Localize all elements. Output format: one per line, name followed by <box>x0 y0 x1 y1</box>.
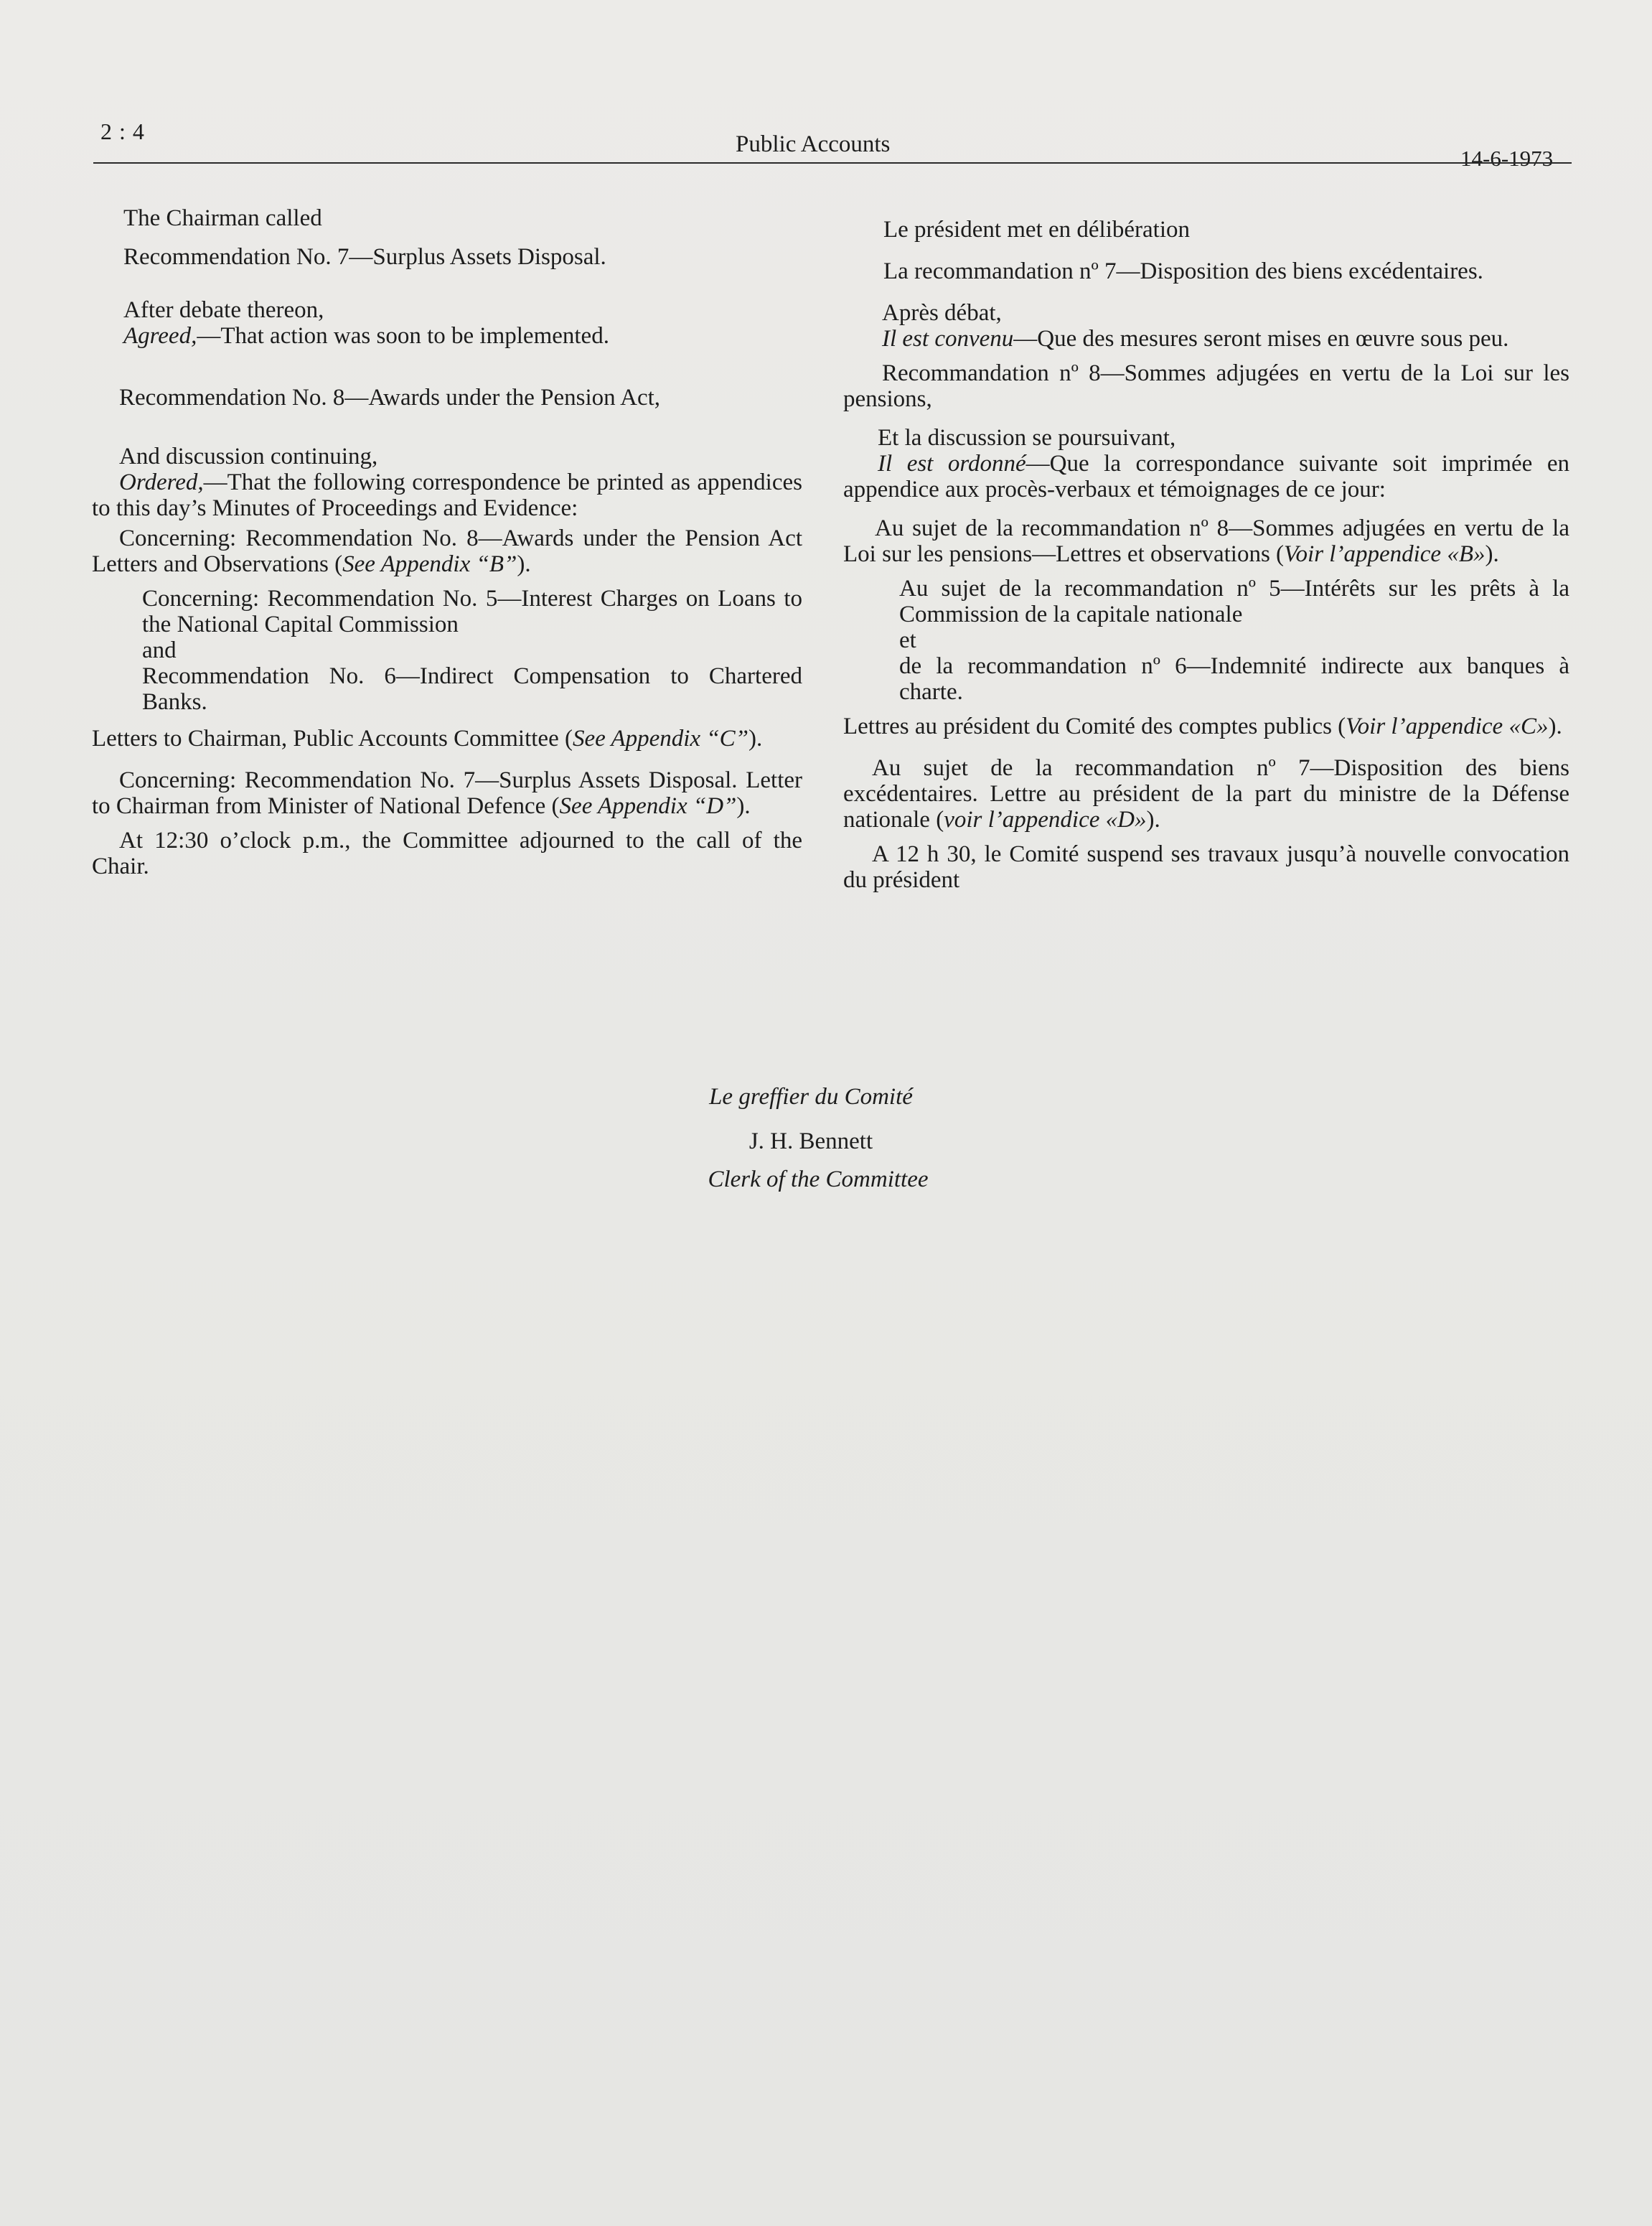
left-paragraph-3a: After debate thereon, <box>123 297 324 323</box>
signature-title-en <box>667 1166 969 1192</box>
left-paragraph-2: Recommendation No. 7—Surplus Assets Disposal. <box>123 244 606 270</box>
right-paragraph-7a: Au sujet de la recommandation nº 5—Intérêts sur les prêts à la Commission de la capitale nationale <box>899 576 1569 627</box>
right-paragraph-7b: et <box>899 627 916 653</box>
signature-title-fr <box>682 1084 940 1110</box>
left-p9-text: Concerning: Recommendation No. 7—Surplus Assets Disposal. Letter to Chairman from Minister of National Defence ( <box>92 767 802 819</box>
right-paragraph-7c: de la recommandation nº 6—Indemnité indirecte aux banques à charte. <box>899 653 1569 705</box>
left-ordered-text: —That the following correspondence be printed as appendices to this day’s Minutes of Proceedings and Evidence: <box>92 469 802 521</box>
right-paragraph-3b <box>843 326 1569 352</box>
right-p8-text: Lettres au président du Comité des comptes publics ( <box>843 714 1346 739</box>
right-p6-end: ). <box>1485 541 1499 567</box>
left-agreed-text: —That action was soon to be implemented. <box>197 323 609 349</box>
left-paragraph-9 <box>92 767 802 819</box>
left-p6-text: Concerning: Recommendation No. 8—Awards under the Pension Act Letters and Observations ( <box>92 525 802 577</box>
left-ordered-label: Ordered, <box>119 469 204 495</box>
page-number: 2 : 4 <box>100 118 145 144</box>
header-date: 14-6-1973 <box>1460 146 1554 171</box>
right-p8-appendix: Voir l’appendice «C» <box>1346 714 1549 739</box>
signature-name: J. H. Bennett <box>748 1128 873 1154</box>
right-convenu-text: —Que des mesures seront mises en œuvre sous peu. <box>1013 326 1509 352</box>
left-paragraph-5a: And discussion continuing, <box>119 444 378 469</box>
right-ordonne-label: Il est ordonné <box>878 451 1026 477</box>
right-paragraph-9 <box>843 755 1569 833</box>
left-paragraph-5b <box>92 469 802 521</box>
running-title: Public Accounts <box>736 131 891 157</box>
left-paragraph-8 <box>92 726 802 752</box>
left-p6-end: ). <box>517 551 531 577</box>
right-p9-appendix: voir l’appendice «D» <box>944 807 1147 833</box>
signature-title-fr-text: Le greffier du Comité <box>709 1084 913 1110</box>
right-paragraph-8 <box>843 714 1569 739</box>
right-p8-end: ). <box>1548 714 1562 739</box>
right-p9-text: Au sujet de la recommandation nº 7—Disposition des biens excédentaires. Lettre au président de la part du ministre de la Défense nationale ( <box>843 755 1569 833</box>
right-paragraph-5a: Et la discussion se poursuivant, <box>878 425 1176 451</box>
left-paragraph-7b: and <box>142 637 177 663</box>
left-agreed-label: Agreed, <box>123 323 197 349</box>
right-paragraph-3a: Après débat, <box>882 300 1002 326</box>
left-p8-appendix: See Appendix “C” <box>572 726 749 752</box>
left-p9-appendix: See Appendix “D” <box>559 793 737 819</box>
left-p8-end: ). <box>748 726 763 752</box>
right-paragraph-4: Recommandation nº 8—Sommes adjugées en vertu de la Loi sur les pensions, <box>843 360 1569 412</box>
header-rule <box>93 162 1572 164</box>
english-column <box>92 205 802 903</box>
left-p8-text: Letters to Chairman, Public Accounts Committee ( <box>92 726 573 752</box>
right-paragraph-6 <box>843 515 1569 567</box>
left-paragraph-4: Recommendation No. 8—Awards under the Pension Act, <box>119 385 661 411</box>
left-paragraph-7c: Recommendation No. 6—Indirect Compensation to Chartered Banks. <box>142 663 802 715</box>
right-p9-end: ). <box>1146 807 1160 833</box>
left-paragraph-6 <box>92 525 802 577</box>
right-paragraph-1: Le président met en délibération <box>883 217 1191 243</box>
right-ordonne-text: —Que la correspondance suivante soit imprimée en appendice aux procès-verbaux et témoignages de ce jour: <box>843 451 1569 502</box>
right-paragraph-5b <box>843 451 1569 502</box>
signature-title-en-text: Clerk of the Committee <box>708 1166 929 1192</box>
left-paragraph-1: The Chairman called <box>123 205 322 231</box>
left-paragraph-3b <box>123 323 802 349</box>
left-p9-end: ). <box>736 793 751 819</box>
right-convenu-label: Il est convenu <box>882 326 1014 352</box>
right-paragraph-10: A 12 h 30, le Comité suspend ses travaux jusqu’à nouvelle convocation du président <box>843 841 1569 893</box>
right-p6-appendix: Voir l’appendice «B» <box>1284 541 1486 567</box>
left-paragraph-10: At 12:30 o’clock p.m., the Committee adjourned to the call of the Chair. <box>92 828 802 879</box>
right-paragraph-2: La recommandation nº 7—Disposition des biens excédentaires. <box>883 258 1483 284</box>
left-paragraph-7a: Concerning: Recommendation No. 5—Interest Charges on Loans to the National Capital Commission <box>142 586 802 637</box>
french-column <box>843 217 1569 917</box>
right-p6-text: Au sujet de la recommandation nº 8—Sommes adjugées en vertu de la Loi sur les pensions—Lettres et observations ( <box>843 515 1569 567</box>
left-p6-appendix: See Appendix “B” <box>342 551 517 577</box>
